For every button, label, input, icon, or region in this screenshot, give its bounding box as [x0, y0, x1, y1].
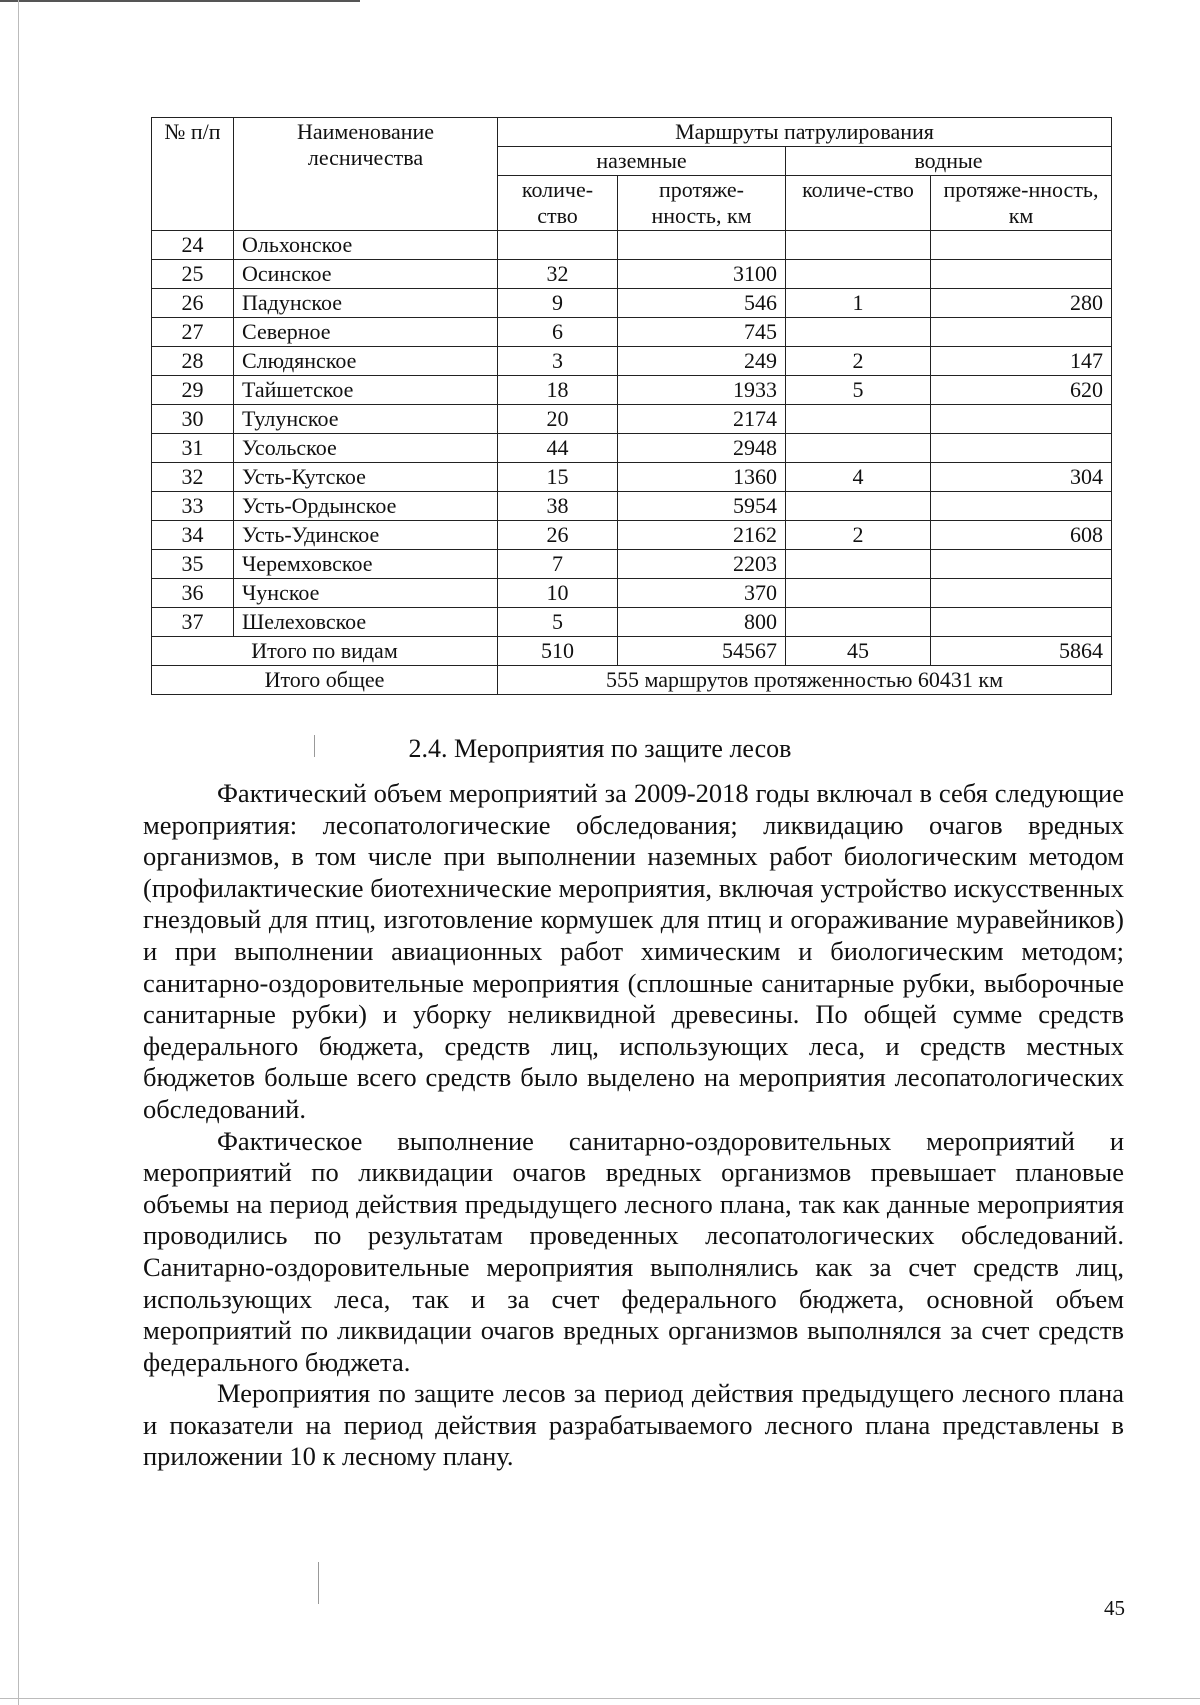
ground-count: 15 [498, 463, 618, 492]
ground-count: 20 [498, 405, 618, 434]
water-length [931, 231, 1112, 260]
header-ground-length: протяже-нность, км [618, 176, 786, 231]
row-name: Усть-Удинское [234, 521, 498, 550]
scan-mark [318, 1562, 319, 1604]
ground-count: 10 [498, 579, 618, 608]
ground-length: 3100 [618, 260, 786, 289]
header-routes: Маршруты патрулирования [498, 118, 1112, 147]
row-num: 37 [152, 608, 234, 637]
water-count: 4 [786, 463, 931, 492]
water-length [931, 260, 1112, 289]
water-count [786, 405, 931, 434]
row-num: 24 [152, 231, 234, 260]
ground-length: 2162 [618, 521, 786, 550]
ground-length: 370 [618, 579, 786, 608]
water-length [931, 550, 1112, 579]
row-name: Усть-Кутское [234, 463, 498, 492]
row-name: Падунское [234, 289, 498, 318]
table-row [152, 318, 1112, 347]
water-count [786, 260, 931, 289]
table-row [152, 492, 1112, 521]
header-ground: наземные [498, 147, 786, 176]
water-length: 608 [931, 521, 1112, 550]
row-num: 27 [152, 318, 234, 347]
table-body [152, 231, 1112, 695]
water-length [931, 434, 1112, 463]
row-name: Северное [234, 318, 498, 347]
ground-count: 6 [498, 318, 618, 347]
row-name: Осинское [234, 260, 498, 289]
row-num: 29 [152, 376, 234, 405]
water-length [931, 318, 1112, 347]
table-row [152, 405, 1112, 434]
section-title: 2.4. Мероприятия по защите лесов [408, 734, 792, 763]
row-name: Тайшетское [234, 376, 498, 405]
ground-count [498, 231, 618, 260]
water-length [931, 405, 1112, 434]
row-num: 28 [152, 347, 234, 376]
patrol-routes-table [151, 117, 1112, 695]
table-row [152, 608, 1112, 637]
water-length [931, 608, 1112, 637]
ground-length: 2174 [618, 405, 786, 434]
ground-length: 249 [618, 347, 786, 376]
ground-length: 5954 [618, 492, 786, 521]
row-name: Усольское [234, 434, 498, 463]
table-row [152, 231, 1112, 260]
header-water-length: протяже-нность, км [931, 176, 1112, 231]
ground-count: 7 [498, 550, 618, 579]
ground-length: 800 [618, 608, 786, 637]
water-count [786, 579, 931, 608]
ground-count: 3 [498, 347, 618, 376]
water-count [786, 608, 931, 637]
table-row [152, 521, 1112, 550]
scan-edge-bottom [0, 1698, 1200, 1699]
row-num: 26 [152, 289, 234, 318]
water-count: 5 [786, 376, 931, 405]
ground-length: 2203 [618, 550, 786, 579]
water-length [931, 579, 1112, 608]
row-num: 35 [152, 550, 234, 579]
header-num: № п/п [152, 118, 234, 231]
header-name: Наименование лесничества [234, 118, 498, 231]
row-num: 36 [152, 579, 234, 608]
ground-length: 745 [618, 318, 786, 347]
paragraph: Фактический объем мероприятий за 2009-2018 годы включал в себя следующие мероприятия: лесопатологические обследования; ликвидацию очагов вредных организмов, в том числе при выполнении наземных работ биологическим методом (профилактические биотехнические мероприятия, включая устройство искусственных гнездовый для птиц, изготовление кормушек для птиц и огораживание муравейников) и при выполнении авиационных работ химическим и биологическим методом; санитарно-оздоровительные мероприятия (сплошные санитарные рубки, выборочные санитарные рубки) и уборку неликвидной древесины. По общей сумме средств федерального бюджета, средств лиц, использующих леса, и средств местных бюджетов больше всего средств было выделено на мероприятия лесопатологических обследований. [143, 778, 1124, 1124]
row-name: Ольхонское [234, 231, 498, 260]
table-row [152, 579, 1112, 608]
scan-edge-top [0, 0, 360, 2]
ground-count: 5 [498, 608, 618, 637]
ground-length: 1933 [618, 376, 786, 405]
table-row [152, 434, 1112, 463]
ground-length [618, 231, 786, 260]
row-num: 31 [152, 434, 234, 463]
section-body [143, 778, 1124, 1473]
row-name: Тулунское [234, 405, 498, 434]
total-overall-row [152, 666, 1112, 695]
row-num: 34 [152, 521, 234, 550]
water-length [931, 492, 1112, 521]
table-row [152, 289, 1112, 318]
water-length: 147 [931, 347, 1112, 376]
water-count: 2 [786, 521, 931, 550]
row-num: 32 [152, 463, 234, 492]
totals-ground-count: 510 [498, 637, 618, 666]
totals-by-type-label: Итого по видам [152, 637, 498, 666]
water-count [786, 434, 931, 463]
total-overall-label: Итого общее [152, 666, 498, 695]
water-count: 2 [786, 347, 931, 376]
water-count [786, 550, 931, 579]
ground-count: 32 [498, 260, 618, 289]
table-row [152, 347, 1112, 376]
scan-edge-left [18, 0, 19, 1705]
paragraph: Мероприятия по защите лесов за период действия предыдущего лесного плана и показатели на период действия разрабатываемого лесного плана представлены в приложении 10 к лесному плану. [143, 1378, 1124, 1472]
page-number: 45 [1104, 1596, 1125, 1620]
ground-count: 26 [498, 521, 618, 550]
row-num: 25 [152, 260, 234, 289]
paragraph: Фактическое выполнение санитарно-оздоровительных мероприятий и мероприятий по ликвидации очагов вредных организмов превышает плановые объемы на период действия предыдущего лесного плана, так как данные мероприятия проводились по результатам проведенных лесопатологических обследований. Санитарно-оздоровительные мероприятия выполнялись как за счет средств лиц, использующих леса, так и за счет федерального бюджета, основной объем мероприятий по ликвидации очагов вредных организмов выполнялся за счет средств федерального бюджета. [143, 1125, 1124, 1377]
row-name: Шелеховское [234, 608, 498, 637]
totals-water-length: 5864 [931, 637, 1112, 666]
row-name: Черемховское [234, 550, 498, 579]
totals-ground-length: 54567 [618, 637, 786, 666]
water-count: 1 [786, 289, 931, 318]
ground-length: 546 [618, 289, 786, 318]
ground-length: 1360 [618, 463, 786, 492]
header-water-count: количе-ство [786, 176, 931, 231]
water-count [786, 231, 931, 260]
ground-count: 18 [498, 376, 618, 405]
ground-count: 44 [498, 434, 618, 463]
row-name: Слюдянское [234, 347, 498, 376]
header-water: водные [786, 147, 1112, 176]
table-row [152, 463, 1112, 492]
totals-by-type-row [152, 637, 1112, 666]
table-row [152, 550, 1112, 579]
header-ground-count: количе-ство [498, 176, 618, 231]
ground-count: 38 [498, 492, 618, 521]
row-name: Чунское [234, 579, 498, 608]
total-overall-value: 555 маршрутов протяженностью 60431 км [498, 666, 1112, 695]
water-length: 620 [931, 376, 1112, 405]
totals-water-count: 45 [786, 637, 931, 666]
table-row [152, 376, 1112, 405]
water-count [786, 492, 931, 521]
water-count [786, 318, 931, 347]
table-row [152, 260, 1112, 289]
water-length: 280 [931, 289, 1112, 318]
water-length: 304 [931, 463, 1112, 492]
row-name: Усть-Ордынское [234, 492, 498, 521]
ground-count: 9 [498, 289, 618, 318]
ground-length: 2948 [618, 434, 786, 463]
row-num: 33 [152, 492, 234, 521]
row-num: 30 [152, 405, 234, 434]
